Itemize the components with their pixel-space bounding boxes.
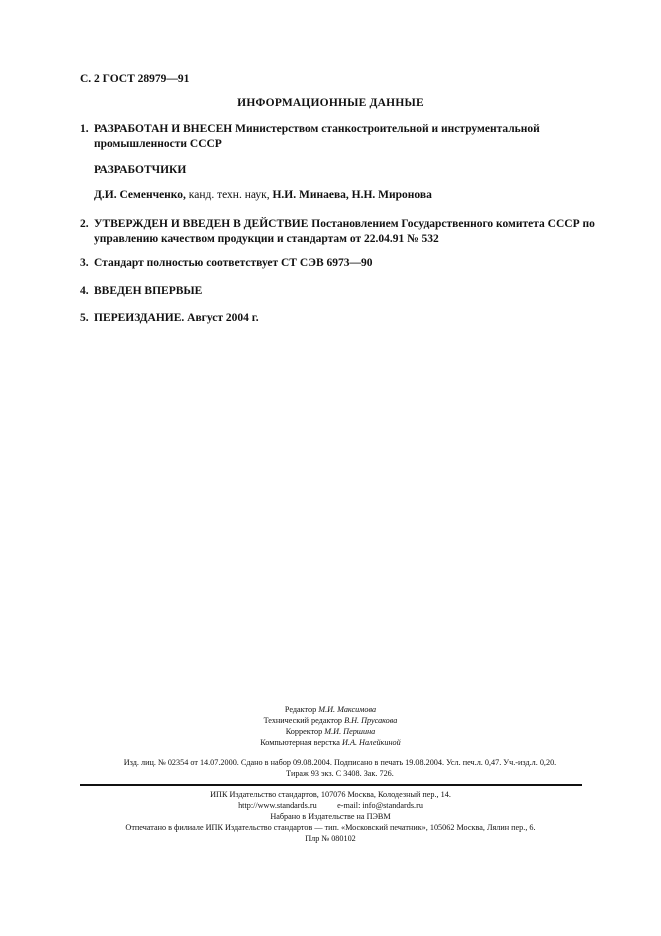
item-text: Министерством станкостроительной и инструментальной промышленности СССР xyxy=(94,123,540,150)
credit-editor xyxy=(0,704,661,715)
item-number: 2. xyxy=(80,218,89,230)
publisher-contacts xyxy=(0,800,661,811)
developer-name: Н.Н. Миронова xyxy=(351,189,432,201)
imprint-line-1: Изд. лиц. № 02354 от 14.07.2000. Сдано в набор 09.08.2004. Подписано в печать 19.08.2004. Усл. печ.л. 0,47. Уч.-изд.л. 0,20. xyxy=(123,758,557,767)
item-number: 1. xyxy=(80,123,89,135)
item-lead: РАЗРАБОТАН И ВНЕСЕН xyxy=(94,123,233,135)
developers-list xyxy=(94,189,432,201)
developer-name: Д.И. Семенченко, xyxy=(94,189,186,201)
credit-proofreader xyxy=(0,726,661,737)
credit-tech-editor xyxy=(0,715,661,726)
item-text: Август 2004 г. xyxy=(187,312,259,324)
item-lead: УТВЕРЖДЕН И ВВЕДЕН В ДЕЙСТВИЕ xyxy=(94,218,309,230)
credit-name: В.Н. Прусакова xyxy=(344,716,398,725)
page-header: С. 2 ГОСТ 28979—91 xyxy=(80,73,190,85)
item-text: Стандарт полностью соответствует СТ СЭВ 6973—90 xyxy=(94,257,373,269)
credit-label: Корректор xyxy=(285,727,323,736)
item-number: 4. xyxy=(80,285,89,297)
credit-name: И.А. Налейкиной xyxy=(341,738,401,747)
info-item-2 xyxy=(80,217,620,247)
credit-label: Редактор xyxy=(284,705,317,714)
info-item-5 xyxy=(80,311,620,326)
editorial-credits xyxy=(0,704,661,748)
publisher-printed: Отпечатано в филиале ИПК Издательство стандартов — тип. «Московский печатник», 105062 Москва, Лялин пер., 6. xyxy=(125,823,536,832)
developer-degree: канд. техн. наук, xyxy=(188,189,270,201)
publisher-url: http://www.standards.ru xyxy=(238,801,317,810)
item-number: 5. xyxy=(80,312,89,324)
item-lead: ВВЕДЕН ВПЕРВЫЕ xyxy=(94,285,203,297)
developer-name: Н.И. Минаева, xyxy=(272,189,349,201)
divider-rule xyxy=(80,784,582,786)
credit-label: Компьютерная верстка xyxy=(260,738,340,747)
credit-name: М.И. Першина xyxy=(324,727,376,736)
info-item-1 xyxy=(80,122,620,152)
item-lead: ПЕРЕИЗДАНИЕ. xyxy=(94,312,185,324)
publisher-license: Плр № 080102 xyxy=(305,834,356,843)
credit-label: Технический редактор xyxy=(263,716,343,725)
credit-layout xyxy=(0,737,661,748)
section-title: ИНФОРМАЦИОННЫЕ ДАННЫЕ xyxy=(237,97,424,109)
item-text: Постановлением Государственного комитета СССР по управлению качеством продукции и стандартам от 22.04.91 № 532 xyxy=(94,218,595,245)
info-item-4 xyxy=(80,284,620,299)
publisher-info xyxy=(0,789,661,844)
credit-name: М.И. Максимова xyxy=(318,705,377,714)
info-item-3 xyxy=(80,256,620,271)
publisher-typeset: Набрано в Издательстве на ПЭВМ xyxy=(270,812,391,821)
developers-heading: РАЗРАБОТЧИКИ xyxy=(94,164,187,176)
publisher-address: ИПК Издательство стандартов, 107076 Москва, Колодезный пер., 14. xyxy=(210,790,451,799)
item-number: 3. xyxy=(80,257,89,269)
publisher-email: e-mail: info@standards.ru xyxy=(337,801,423,810)
imprint-line-2: Тираж 93 экз. С 3408. Зак. 726. xyxy=(286,769,394,778)
